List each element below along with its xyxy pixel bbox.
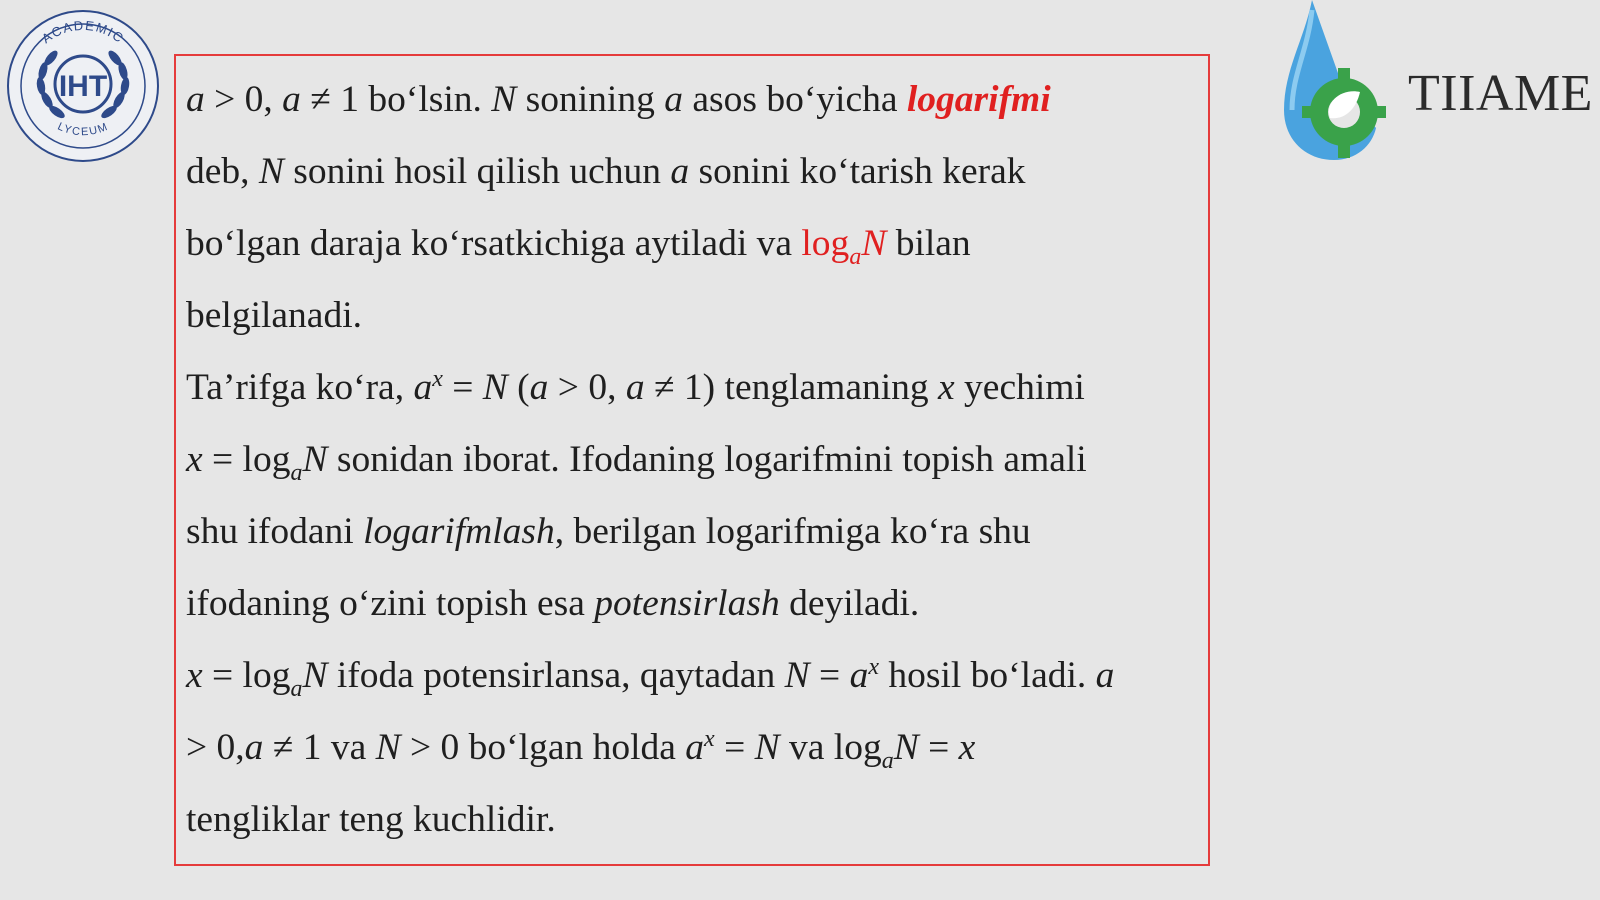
text-segment: tengliklar teng kuchlidir.: [186, 799, 556, 840]
tiiame-logo: [1284, 0, 1600, 170]
text-segment: = log: [202, 655, 291, 696]
var-n: N: [302, 655, 328, 696]
text-segment: deb,: [186, 151, 259, 192]
seal-bottom-text: LYCEUM: [55, 120, 111, 139]
text-segment: sonidan iborat. Ifodaning logarifmini topish amali: [327, 439, 1087, 480]
var-x: x: [186, 655, 203, 696]
var-a: a: [670, 151, 690, 192]
var-n: N: [375, 727, 401, 768]
var-n: N: [482, 367, 508, 408]
var-a: a: [529, 367, 549, 408]
text-line-10: [186, 712, 1206, 784]
text-line-6: [186, 424, 1206, 496]
text-line-7: [186, 496, 1206, 568]
var-n: N: [754, 727, 780, 768]
text-segment: asos bo‘yicha: [682, 79, 907, 120]
text-segment: ifoda potensirlansa, qaytadan: [327, 655, 785, 696]
text-line-8: [186, 568, 1206, 640]
var-a: a: [1095, 655, 1115, 696]
text-segment: > 0,: [204, 79, 283, 120]
exponent-x: x: [704, 726, 715, 752]
text-segment: hosil bo‘ladi.: [878, 655, 1096, 696]
text-segment: , berilgan logarifmiga ko‘ra shu: [554, 511, 1031, 552]
log-base: a: [849, 244, 862, 270]
var-x: x: [938, 367, 955, 408]
var-a: a: [282, 79, 301, 120]
text-segment: deyiladi.: [779, 583, 920, 624]
text-line-5: [186, 352, 1206, 424]
var-a: a: [413, 367, 433, 408]
text-segment: ≠ 1 va: [263, 727, 376, 768]
text-segment: shu ifodani: [186, 511, 364, 552]
text-segment: =: [442, 367, 483, 408]
var-n: N: [784, 655, 810, 696]
text-segment: ifodaning o‘zini topish esa: [186, 583, 595, 624]
text-segment: Ta’rifga ko‘ra,: [186, 367, 414, 408]
var-a: a: [664, 79, 683, 120]
var-n: N: [893, 727, 919, 768]
text-segment: = log: [202, 439, 291, 480]
seal-center-text: IHT: [58, 70, 108, 103]
text-line-4: [186, 280, 1206, 352]
text-line-2: [186, 136, 1206, 208]
var-a: a: [244, 727, 264, 768]
text-segment: =: [809, 655, 850, 696]
var-a: a: [849, 655, 869, 696]
var-n: N: [491, 79, 517, 120]
text-line-1: [186, 64, 1206, 136]
text-line-9: [186, 640, 1206, 712]
text-segment: va log: [779, 727, 882, 768]
text-segment: sonini hosil qilish uchun: [283, 151, 671, 192]
log-base: a: [290, 676, 303, 702]
text-segment: sonining: [516, 79, 665, 120]
definition-text: [186, 64, 1206, 856]
text-line-11: [186, 784, 1206, 856]
text-segment: ≠ 1 bo‘lsin.: [300, 79, 492, 120]
exponent-x: x: [868, 654, 879, 680]
var-n: N: [302, 439, 328, 480]
text-segment: =: [714, 727, 755, 768]
exponent-x: x: [432, 366, 443, 392]
term-potensirlash: potensirlash: [594, 583, 780, 624]
text-segment: ≠ 1) tenglamaning: [644, 367, 939, 408]
text-segment: > 0 bo‘lgan holda: [400, 727, 686, 768]
var-x: x: [958, 727, 976, 768]
term-logarifmlash: logarifmlash: [363, 511, 555, 552]
tiiame-brand-text: TIIAME: [1408, 65, 1593, 122]
text-segment: belgilanadi.: [186, 295, 362, 336]
highlight-term-logarifmi: logarifmi: [906, 79, 1051, 120]
var-n: N: [861, 223, 887, 264]
log-base: a: [881, 748, 894, 774]
text-segment: > 0,: [186, 727, 245, 768]
log-notation: [801, 223, 887, 270]
text-segment: sonini ko‘tarish kerak: [689, 151, 1026, 192]
academic-lyceum-logo: [5, 8, 161, 164]
log-word: log: [801, 223, 850, 264]
var-a: a: [186, 79, 205, 120]
text-segment: =: [918, 727, 959, 768]
text-segment: yechimi: [954, 367, 1085, 408]
text-segment: > 0,: [548, 367, 626, 408]
water-drop-leaf-icon: [1284, 0, 1394, 170]
text-segment: (: [507, 367, 530, 408]
var-x: x: [186, 439, 203, 480]
seal-top-text: ACADEMIC: [38, 17, 128, 47]
var-n: N: [258, 151, 284, 192]
var-a: a: [685, 727, 705, 768]
text-line-3: [186, 208, 1206, 280]
var-a: a: [625, 367, 645, 408]
text-segment: bilan: [886, 223, 971, 264]
text-segment: bo‘lgan daraja ko‘rsatkichiga aytiladi va: [186, 223, 802, 264]
log-base: a: [290, 460, 303, 486]
